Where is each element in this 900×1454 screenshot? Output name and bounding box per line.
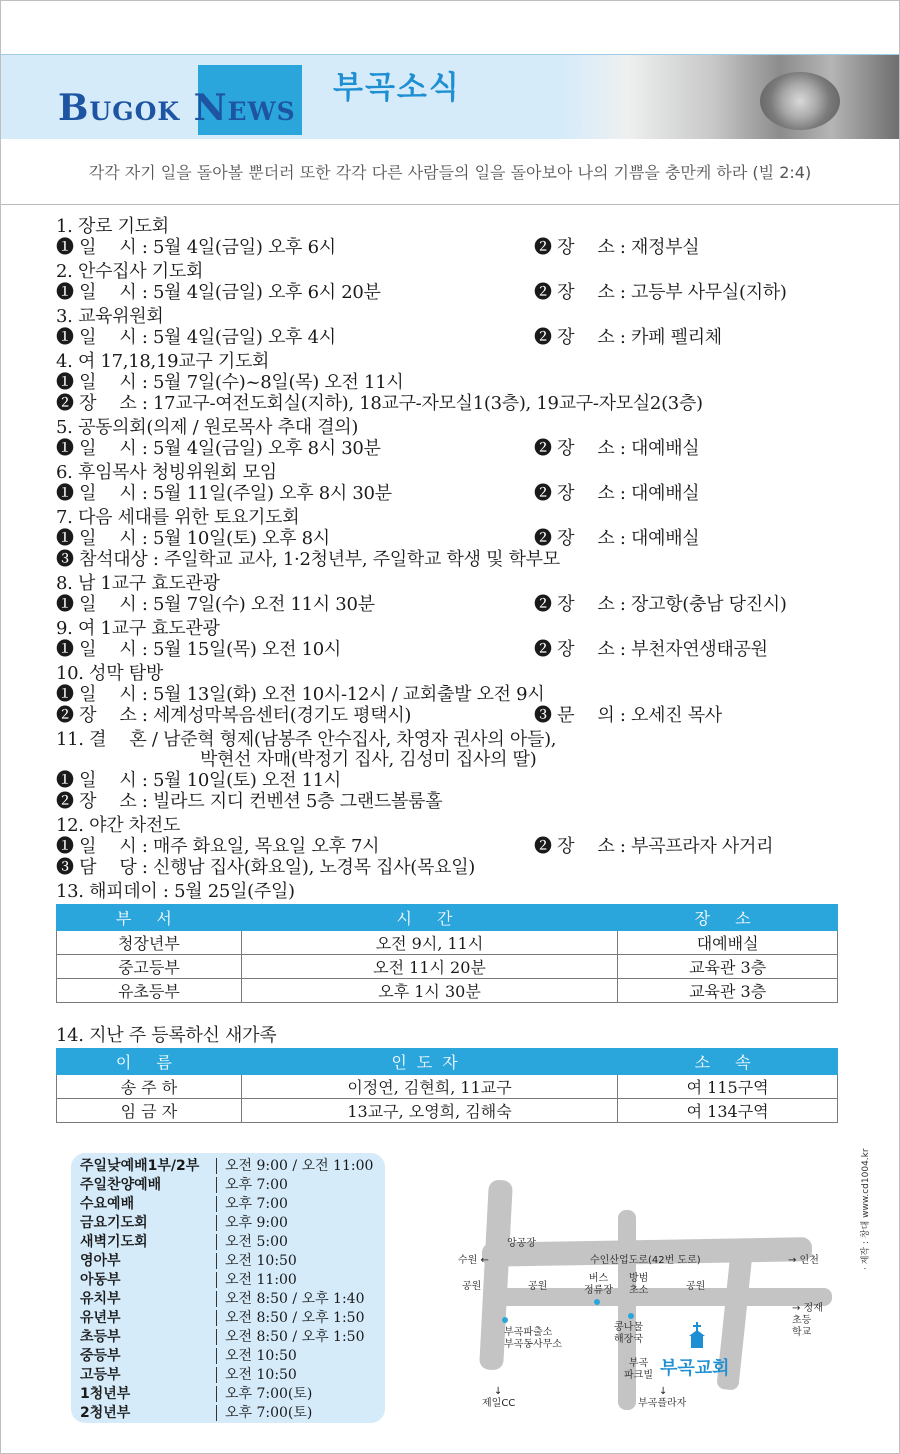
schedule-name: 아동부 (80, 1272, 121, 1288)
announcement-head: 8. 남 1교구 효도관광 (56, 573, 220, 594)
schedule-row (80, 1347, 373, 1366)
schedule-name: 수요예배 (80, 1196, 135, 1212)
schedule-time: 오후 7:00(토) (225, 1405, 313, 1421)
schedule-row (80, 1176, 373, 1195)
newcomers-col-name: 이 름 (57, 1049, 242, 1075)
map-arrow-down-2: ↓ (659, 1386, 668, 1397)
schedule-row (80, 1195, 373, 1214)
schedule-divider (216, 1215, 217, 1231)
announcement-row (56, 549, 856, 570)
map-label-bugok-plaza: 부곡플라자 (638, 1398, 687, 1409)
evangelism-row-1-right: ❷ 장 소 : 부곡프라자 사거리 (534, 836, 774, 857)
announcement-row-left: ❶ 일 시 : 5월 4일(금일) 오후 4시 (56, 327, 336, 348)
schedule-time: 오전 10:50 (225, 1367, 297, 1383)
verse-divider (1, 204, 899, 205)
newcomers-table (56, 1048, 838, 1123)
announcement-row (56, 705, 856, 726)
announcement-row-left: ❶ 일 시 : 5월 4일(금일) 오후 6시 20분 (56, 282, 381, 303)
map-label-park-2: 공원 (528, 1281, 548, 1292)
schedule-row (80, 1290, 373, 1309)
happyday-header-row (57, 905, 838, 931)
announcement-item (56, 462, 856, 504)
newcomers-cell: 여 134구역 (618, 1099, 838, 1123)
happyday-title: 13. 해피데이 : 5월 25일(주일) (56, 881, 295, 902)
bugok-news-logo (58, 87, 296, 129)
schedule-time: 오전 8:50 / 오후 1:40 (225, 1291, 365, 1307)
table-row (57, 1075, 838, 1099)
announcement-row-left: ❶ 일 시 : 5월 13일(화) 오전 10시-12시 / 교회출발 오전 9시 (56, 684, 545, 705)
schedule-time: 오전 10:50 (225, 1253, 297, 1269)
schedule-divider (216, 1386, 217, 1402)
schedule-divider (216, 1348, 217, 1364)
happyday-col-place: 장 소 (618, 905, 838, 931)
map-label-church: 부곡교회 (660, 1358, 730, 1379)
announcement-item (56, 261, 856, 303)
map-label-suwon: 수원 ← (458, 1255, 489, 1266)
evangelism-row-1 (56, 836, 856, 857)
map-label-park-1: 공원 (462, 1281, 482, 1292)
table-row (57, 931, 838, 955)
schedule-row (80, 1385, 373, 1404)
announcement-item (56, 663, 856, 726)
announcement-item (56, 216, 856, 258)
evangelism-row-2-left: ❸ 담 당 : 신행남 집사(화요일), 노경목 집사(목요일) (56, 857, 476, 878)
announcement-head: 6. 후임목사 청빙위원회 모임 (56, 462, 277, 483)
schedule-name: 금요기도회 (80, 1215, 148, 1231)
table-row (57, 1099, 838, 1123)
announcement-row-left: ❶ 일 시 : 5월 4일(금일) 오후 8시 30분 (56, 438, 381, 459)
schedule-time: 오후 7:00 (225, 1177, 288, 1193)
newcomers-col-group: 소 속 (618, 1049, 838, 1075)
announcement-item (56, 618, 856, 660)
schedule-time: 오후 7:00 (225, 1196, 288, 1212)
happyday-cell: 오전 9시, 11시 (241, 931, 617, 955)
announcement-row (56, 393, 856, 414)
schedule-row (80, 1366, 373, 1385)
announcement-row-left: ❶ 일 시 : 5월 7일(수)~8일(목) 오전 11시 (56, 372, 404, 393)
announcement-head: 3. 교육위원회 (56, 306, 164, 327)
announcement-row-right: ❷ 장 소 : 대예배실 (534, 528, 700, 549)
wedding-sub: 박현선 자매(박정기 집사, 김성미 집사의 딸) (200, 749, 537, 770)
evangelism-row-2 (56, 857, 856, 878)
announcement-row (56, 438, 856, 459)
evangelism-head: 12. 야간 차전도 (56, 815, 181, 836)
church-icon (687, 1322, 707, 1350)
schedule-name: 초등부 (80, 1329, 121, 1345)
schedule-divider (216, 1329, 217, 1345)
happyday-cell: 대예배실 (618, 931, 838, 955)
schedule-time: 오전 8:50 / 오후 1:50 (225, 1310, 365, 1326)
announcement-head: 10. 성막 탐방 (56, 663, 163, 684)
logo-bugok: Bugok (58, 87, 181, 129)
wedding-row-1-left: ❶ 일 시 : 5월 10일(토) 오전 11시 (56, 770, 342, 791)
announcement-head: 5. 공동의회(의제 / 원로목사 추대 결의) (56, 417, 359, 438)
wedding-row-2 (56, 791, 856, 812)
schedule-row (80, 1328, 373, 1347)
schedule-list (80, 1157, 373, 1423)
schedule-time: 오전 9:00 / 오전 11:00 (225, 1158, 374, 1174)
table-row (57, 955, 838, 979)
announcement-row-right: ❷ 장 소 : 대예배실 (534, 483, 700, 504)
schedule-name: 유년부 (80, 1310, 121, 1326)
schedule-row (80, 1404, 373, 1423)
map-label-yanggongjang: 앙공장 (507, 1238, 536, 1249)
schedule-name: 영아부 (80, 1253, 121, 1269)
announcement-row (56, 282, 856, 303)
tree-stump-image (760, 72, 840, 130)
schedule-time: 오전 8:50 / 오후 1:50 (225, 1329, 365, 1345)
schedule-divider (216, 1405, 217, 1421)
newcomers-cell: 이정연, 김현희, 11교구 (241, 1075, 617, 1099)
schedule-divider (216, 1367, 217, 1383)
happyday-cell: 오후 1시 30분 (241, 979, 617, 1003)
announcement-item (56, 351, 856, 414)
newcomers-header-row (57, 1049, 838, 1075)
map-bus-stop-dot (594, 1299, 600, 1305)
schedule-time: 오전 11:00 (225, 1272, 297, 1288)
schedule-time: 오후 9:00 (225, 1215, 288, 1231)
schedule-name: 1청년부 (80, 1386, 131, 1402)
newcomers-cell: 13교구, 오영희, 김해숙 (241, 1099, 617, 1123)
announcement-head: 2. 안수집사 기도회 (56, 261, 204, 282)
schedule-name: 유치부 (80, 1291, 121, 1307)
map-label-park-3: 공원 (686, 1281, 706, 1292)
newcomers-title: 14. 지난 주 등록하신 새가족 (56, 1025, 277, 1046)
header-photo (560, 55, 899, 139)
happyday-cell: 오전 11시 20분 (241, 955, 617, 979)
announcement-row-right: ❸ 문 의 : 오세진 목사 (534, 705, 722, 726)
map-label-crime-post: 방범 초소 (629, 1273, 649, 1296)
map-arrow-down-1: ↓ (494, 1386, 503, 1397)
announcement-head: 9. 여 1교구 효도관광 (56, 618, 220, 639)
schedule-divider (216, 1272, 217, 1288)
map-label-jeongjae: → 정재 초등 학교 (792, 1303, 823, 1338)
map-label-suin-road: 수인산업도로(42번 도로) (590, 1255, 701, 1266)
logo-news: News (193, 87, 296, 129)
announcement-row-right: ❷ 장 소 : 장고항(충남 당진시) (534, 594, 787, 615)
map-police-dot (502, 1317, 508, 1323)
wedding-row-1 (56, 770, 856, 791)
schedule-divider (216, 1158, 217, 1174)
announcement-row (56, 237, 856, 258)
happyday-col-dept: 부 서 (57, 905, 242, 931)
schedule-divider (216, 1234, 217, 1250)
schedule-row (80, 1233, 373, 1252)
table-row (57, 979, 838, 1003)
newcomers-cell: 여 115구역 (618, 1075, 838, 1099)
announcement-head: 7. 다음 세대를 위한 토요기도회 (56, 507, 300, 528)
wedding-row-2-left: ❷ 장 소 : 빌라드 지디 컨벤션 5층 그랜드볼룸홀 (56, 791, 443, 812)
worship-schedule (71, 1153, 385, 1423)
schedule-row (80, 1271, 373, 1290)
announcement-row (56, 528, 856, 549)
happyday-cell: 중고등부 (57, 955, 242, 979)
announcement-row-left: ❶ 일 시 : 5월 10일(토) 오후 8시 (56, 528, 330, 549)
announcement-row (56, 327, 856, 348)
happyday-cell: 유초등부 (57, 979, 242, 1003)
announcement-row-right: ❷ 장 소 : 고등부 사무실(지하) (534, 282, 787, 303)
schedule-name: 고등부 (80, 1367, 121, 1383)
announcement-row (56, 639, 856, 660)
schedule-name: 주일찬양예배 (80, 1177, 162, 1193)
evangelism-item (56, 815, 856, 878)
schedule-name: 주일낮예배1부/2부 (80, 1158, 200, 1174)
schedule-time: 오전 10:50 (225, 1348, 297, 1364)
map-restaurant-dot (628, 1313, 634, 1319)
announcement-row-left: ❶ 일 시 : 5월 4일(금일) 오후 6시 (56, 237, 336, 258)
schedule-divider (216, 1253, 217, 1269)
schedule-row (80, 1157, 373, 1176)
map-label-parkbill: 부곡 파크빌 (624, 1358, 653, 1381)
announcement-row (56, 483, 856, 504)
schedule-divider (216, 1310, 217, 1326)
announcement-row-left: ❷ 장 소 : 세계성막복음센터(경기도 평택시) (56, 705, 412, 726)
schedule-name: 2청년부 (80, 1405, 131, 1421)
announcement-item (56, 507, 856, 570)
newcomers-cell: 임 금 자 (57, 1099, 242, 1123)
schedule-time: 오후 7:00(토) (225, 1386, 313, 1402)
happyday-cell: 교육관 3층 (618, 955, 838, 979)
schedule-divider (216, 1291, 217, 1307)
announcement-row-left: ❶ 일 시 : 5월 7일(수) 오전 11시 30분 (56, 594, 375, 615)
schedule-name: 중등부 (80, 1348, 121, 1364)
announcement-row (56, 372, 856, 393)
announcement-row-right: ❷ 장 소 : 부천자연생태공원 (534, 639, 768, 660)
bible-verse: 각각 자기 일을 돌아볼 뿐더러 또한 각각 다른 사람들의 일을 돌아보아 나의 기쁨을 충만케 하라 (빌 2:4) (88, 163, 812, 182)
schedule-time: 오전 5:00 (225, 1234, 288, 1250)
schedule-row (80, 1252, 373, 1271)
map-label-jeil-cc: 제일CC (482, 1398, 516, 1409)
evangelism-row-1-left: ❶ 일 시 : 매주 화요일, 목요일 오후 7시 (56, 836, 380, 857)
map-label-kongnamul: 콩나물 해장국 (614, 1322, 643, 1345)
schedule-row (80, 1309, 373, 1328)
schedule-row (80, 1214, 373, 1233)
announcement-row-left: ❷ 장 소 : 17교구-여전도회실(지하), 18교구-자모실1(3층), 19교구-자모실2(3층) (56, 393, 703, 414)
page-title: 부곡소식 (333, 70, 461, 106)
happyday-cell: 교육관 3층 (618, 979, 838, 1003)
happyday-col-time: 시 간 (241, 905, 617, 931)
announcement-item (56, 306, 856, 348)
announcement-row-right: ❷ 장 소 : 재정부실 (534, 237, 700, 258)
announcement-row-left: ❸ 참석대상 : 주일학교 교사, 1·2청년부, 주일학교 학생 및 학부모 (56, 549, 560, 570)
schedule-divider (216, 1196, 217, 1212)
announcement-item (56, 573, 856, 615)
announcement-row (56, 594, 856, 615)
announcement-row-left: ❶ 일 시 : 5월 15일(목) 오전 10시 (56, 639, 342, 660)
newcomers-cell: 송 주 하 (57, 1075, 242, 1099)
wedding-item (56, 729, 856, 812)
happyday-cell: 청장년부 (57, 931, 242, 955)
location-map (432, 1170, 832, 1420)
producer-credit: · 제작 : 창대 www.cd1004.kr (861, 1148, 871, 1270)
map-label-police: 부곡파출소 부곡동사무소 (504, 1327, 562, 1350)
schedule-name: 새벽기도회 (80, 1234, 148, 1250)
announcement-row (56, 684, 856, 705)
happyday-table (56, 904, 838, 1003)
announcements (56, 216, 856, 1123)
announcement-list (56, 216, 856, 726)
map-label-bus-stop: 버스 정류장 (584, 1273, 613, 1296)
announcement-head: 1. 장로 기도회 (56, 216, 169, 237)
map-label-incheon: → 인천 (788, 1255, 819, 1266)
newcomers-col-guide: 인도자 (241, 1049, 617, 1075)
announcement-item (56, 417, 856, 459)
schedule-divider (216, 1177, 217, 1193)
announcement-row-right: ❷ 장 소 : 대예배실 (534, 438, 700, 459)
announcement-row-left: ❶ 일 시 : 5월 11일(주일) 오후 8시 30분 (56, 483, 392, 504)
wedding-head: 11. 결 혼 / 남준혁 형제(남봉주 안수집사, 차영자 권사의 아들), (56, 729, 557, 750)
announcement-head: 4. 여 17,18,19교구 기도회 (56, 351, 270, 372)
announcement-row-right: ❷ 장 소 : 카페 펠리체 (534, 327, 722, 348)
